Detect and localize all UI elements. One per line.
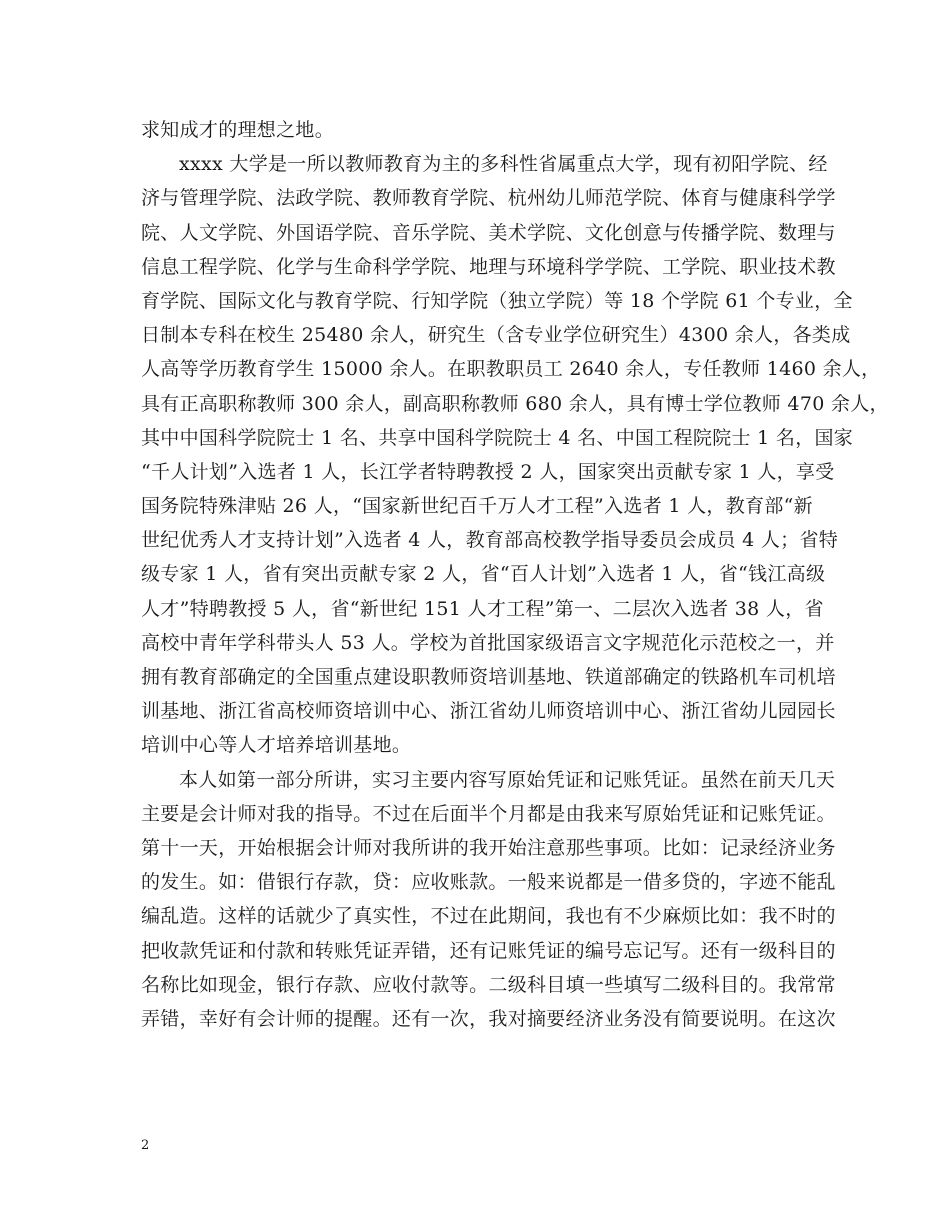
text-line: 人高等学历教育学生 15000 余人。在职教职员工 2640 余人，专任教师 1460 余人，: [141, 358, 881, 381]
text-line: 日制本专科在校生 25480 余人，研究生（含专业学位研究生）4300 余人，各类成: [141, 324, 851, 347]
text-line: 培训中心等人才培养培训基地。: [141, 734, 412, 757]
text-line: 育学院、国际文化与教育学院、行知学院（独立学院）等 18 个学院 61 个专业，全: [141, 289, 853, 312]
text-line: 其中中国科学院院士 1 名、共享中国科学院院士 4 名、中国工程院院士 1 名，国家: [141, 426, 854, 449]
page-number: 2: [141, 1138, 150, 1153]
text-line: 世纪优秀人才支持计划”入选者 4 人，教育部高校教学指导委员会成员 4 人；省特: [141, 529, 839, 552]
text-line: 把收款凭证和付款和转账凭证弄错，还有记账凭证的编号忘记写。还有一级科目的: [141, 939, 836, 962]
text-line: 具有正高职称教师 300 余人，副高职称教师 680 余人，具有博士学位教师 470 余人，: [141, 392, 889, 415]
text-line: 主要是会计师对我的指导。不过在后面半个月都是由我来写原始凭证和记账凭证。: [141, 802, 836, 825]
text-line: 第十一天，开始根据会计师对我所讲的我开始注意那些事项。比如：记录经济业务: [141, 836, 836, 859]
text-line: 院、人文学院、外国语学院、音乐学院、美术学院、文化创意与传播学院、数理与: [141, 221, 836, 244]
paragraph: [141, 147, 889, 762]
paragraph: [141, 113, 813, 147]
text-line: 编乱造。这样的话就少了真实性，不过在此期间，我也有不少麻烦比如：我不时的: [141, 905, 836, 928]
text-line: 的发生。如：借银行存款，贷：应收账款。一般来说都是一借多贷的，字迹不能乱: [141, 871, 836, 894]
text-line: “千人计划”入选者 1 人，长江学者特聘教授 2 人，国家突出贡献专家 1 人，享受: [141, 460, 835, 483]
text-line: 求知成才的理想之地。: [141, 119, 335, 141]
text-line: 高校中青年学科带头人 53 人。学校为首批国家级语言文字规范化示范校之一，并: [141, 631, 835, 654]
document-body: [141, 113, 889, 1036]
text-line: 人才”特聘教授 5 人，省“新世纪 151 人才工程”第一、二层次入选者 38 人，省: [141, 597, 824, 620]
text-line: 训基地、浙江省高校师资培训中心、浙江省幼儿师资培训中心、浙江省幼儿园园长: [141, 700, 836, 723]
text-line: 济与管理学院、法政学院、教师教育学院、杭州幼儿师范学院、体育与健康科学学: [141, 187, 836, 210]
text-line: xxxx 大学是一所以教师教育为主的多科性省属重点大学，现有初阳学院、经: [179, 153, 828, 176]
text-line: 弄错，幸好有会计师的提醒。还有一次，我对摘要经济业务没有简要说明。在这次: [141, 1007, 836, 1030]
paragraph: [141, 763, 836, 1037]
text-line: 国务院特殊津贴 26 人，“国家新世纪百千万人才工程”入选者 1 人，教育部“新: [141, 495, 813, 518]
text-line: 名称比如现金，银行存款、应收付款等。二级科目填一些填写二级科目的。我常常: [141, 973, 836, 996]
text-line: 拥有教育部确定的全国重点建设职教师资培训基地、铁道部确定的铁路机车司机培: [141, 666, 836, 688]
text-line: 本人如第一部分所讲，实习主要内容写原始凭证和记账凭证。虽然在前天几天: [179, 768, 836, 791]
text-line: 级专家 1 人，省有突出贡献专家 2 人，省“百人计划”入选者 1 人，省“钱江高级: [141, 563, 826, 586]
text-line: 信息工程学院、化学与生命科学学院、地理与环境科学学院、工学院、职业技术教: [141, 255, 836, 278]
